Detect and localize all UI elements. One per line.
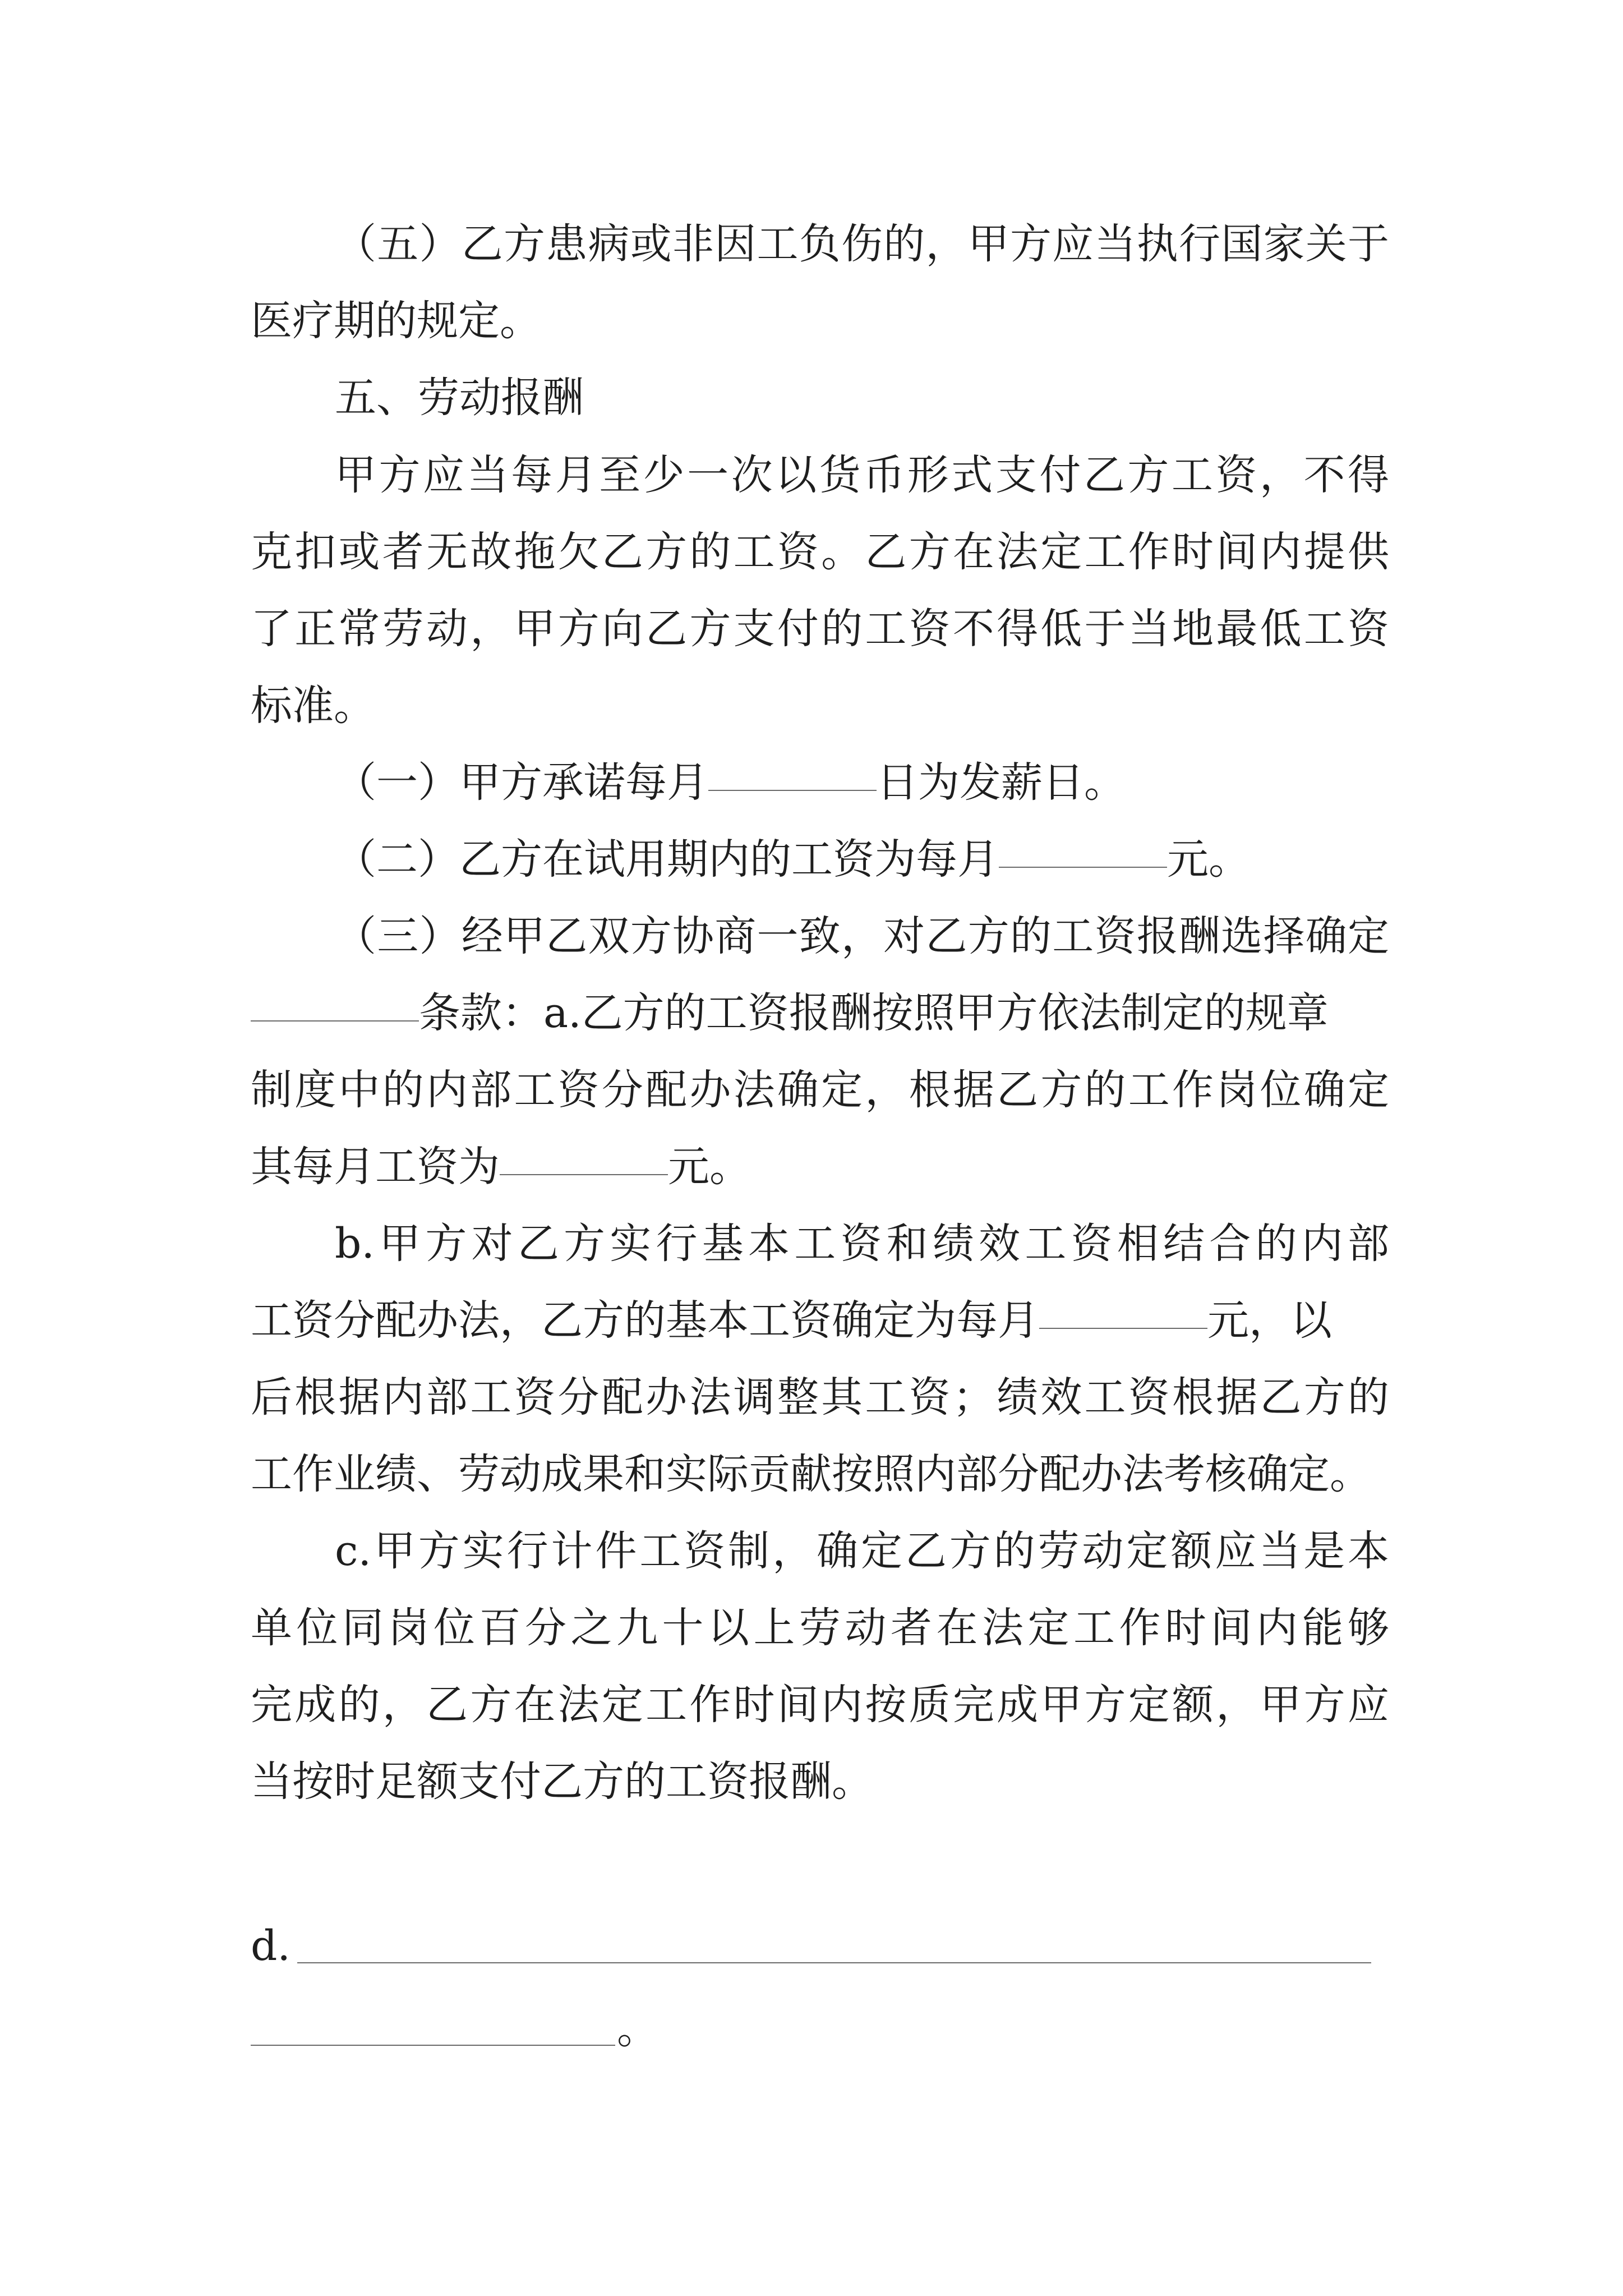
probation-wage-blank[interactable] — [999, 866, 1167, 868]
paragraph-line: 甲方应当每月至少一次以货币形式支付乙方工资，不得 — [335, 451, 1389, 499]
clause-d-end: 。 — [617, 2005, 658, 2053]
clause-text: （一）甲方承诺每月 — [335, 758, 708, 807]
paragraph-line: 后根据内部工资分配办法调整其工资；绩效工资根据乙方的 — [251, 1373, 1389, 1421]
option-blank[interactable] — [251, 1020, 419, 1022]
clause-text: 日为发薪日。 — [877, 758, 1126, 807]
clause-text: 元。 — [1167, 835, 1250, 884]
base-wage-blank[interactable] — [1039, 1327, 1207, 1329]
paragraph-line: （五）乙方患病或非因工负伤的，甲方应当执行国家关于 — [335, 220, 1389, 268]
clause-base-wage — [251, 1282, 1389, 1359]
clause-text: （二）乙方在试用期内的工资为每月 — [335, 835, 999, 884]
clause-probation-wage — [335, 821, 1473, 898]
section-heading: 五、劳动报酬 — [335, 374, 584, 422]
clause-option-line — [251, 974, 1389, 1052]
paragraph-line: b.甲方对乙方实行基本工资和绩效工资相结合的内部 — [335, 1220, 1389, 1268]
paragraph-line: 完成的，乙方在法定工作时间内按质完成甲方定额，甲方应 — [251, 1681, 1389, 1729]
paragraph-line: 工作业绩、劳动成果和实际贡献按照内部分配办法考核确定。 — [251, 1450, 1371, 1498]
clause-monthly-wage — [251, 1128, 1389, 1205]
paragraph-line: 克扣或者无故拖欠乙方的工资。乙方在法定工作时间内提供 — [251, 528, 1389, 576]
clause-text: 元。 — [668, 1143, 751, 1191]
clause-d-blank-line-2[interactable] — [251, 2045, 615, 2046]
clause-text: 元，以 — [1207, 1296, 1332, 1345]
paragraph-line: 了正常劳动，甲方向乙方支付的工资不得低于当地最低工资 — [251, 605, 1389, 653]
clause-d-blank-line[interactable] — [297, 1962, 1371, 1963]
clause-text: 条款：a.乙方的工资报酬按照甲方依法制定的规章 — [419, 989, 1329, 1037]
clause-text: 其每月工资为 — [251, 1143, 500, 1191]
monthly-wage-blank[interactable] — [500, 1174, 668, 1175]
clause-text: 工资分配办法，乙方的基本工资确定为每月 — [251, 1296, 1039, 1345]
clause-d-label: d. — [251, 1922, 291, 1970]
paragraph-line: 单位同岗位百分之九十以上劳动者在法定工作时间内能够 — [251, 1604, 1389, 1652]
paragraph-line: （三）经甲乙双方协商一致，对乙方的工资报酬选择确定 — [335, 912, 1389, 960]
paragraph-line: 当按时足额支付乙方的工资报酬。 — [251, 1757, 873, 1806]
paragraph-line: 制度中的内部工资分配办法确定，根据乙方的工作岗位确定 — [251, 1066, 1389, 1114]
payday-blank[interactable] — [708, 789, 877, 791]
clause-payday — [335, 744, 1473, 821]
paragraph-line: 医疗期的规定。 — [251, 297, 541, 345]
paragraph-line: 标准。 — [251, 682, 375, 730]
paragraph-line: c.甲方实行计件工资制，确定乙方的劳动定额应当是本 — [335, 1527, 1389, 1575]
